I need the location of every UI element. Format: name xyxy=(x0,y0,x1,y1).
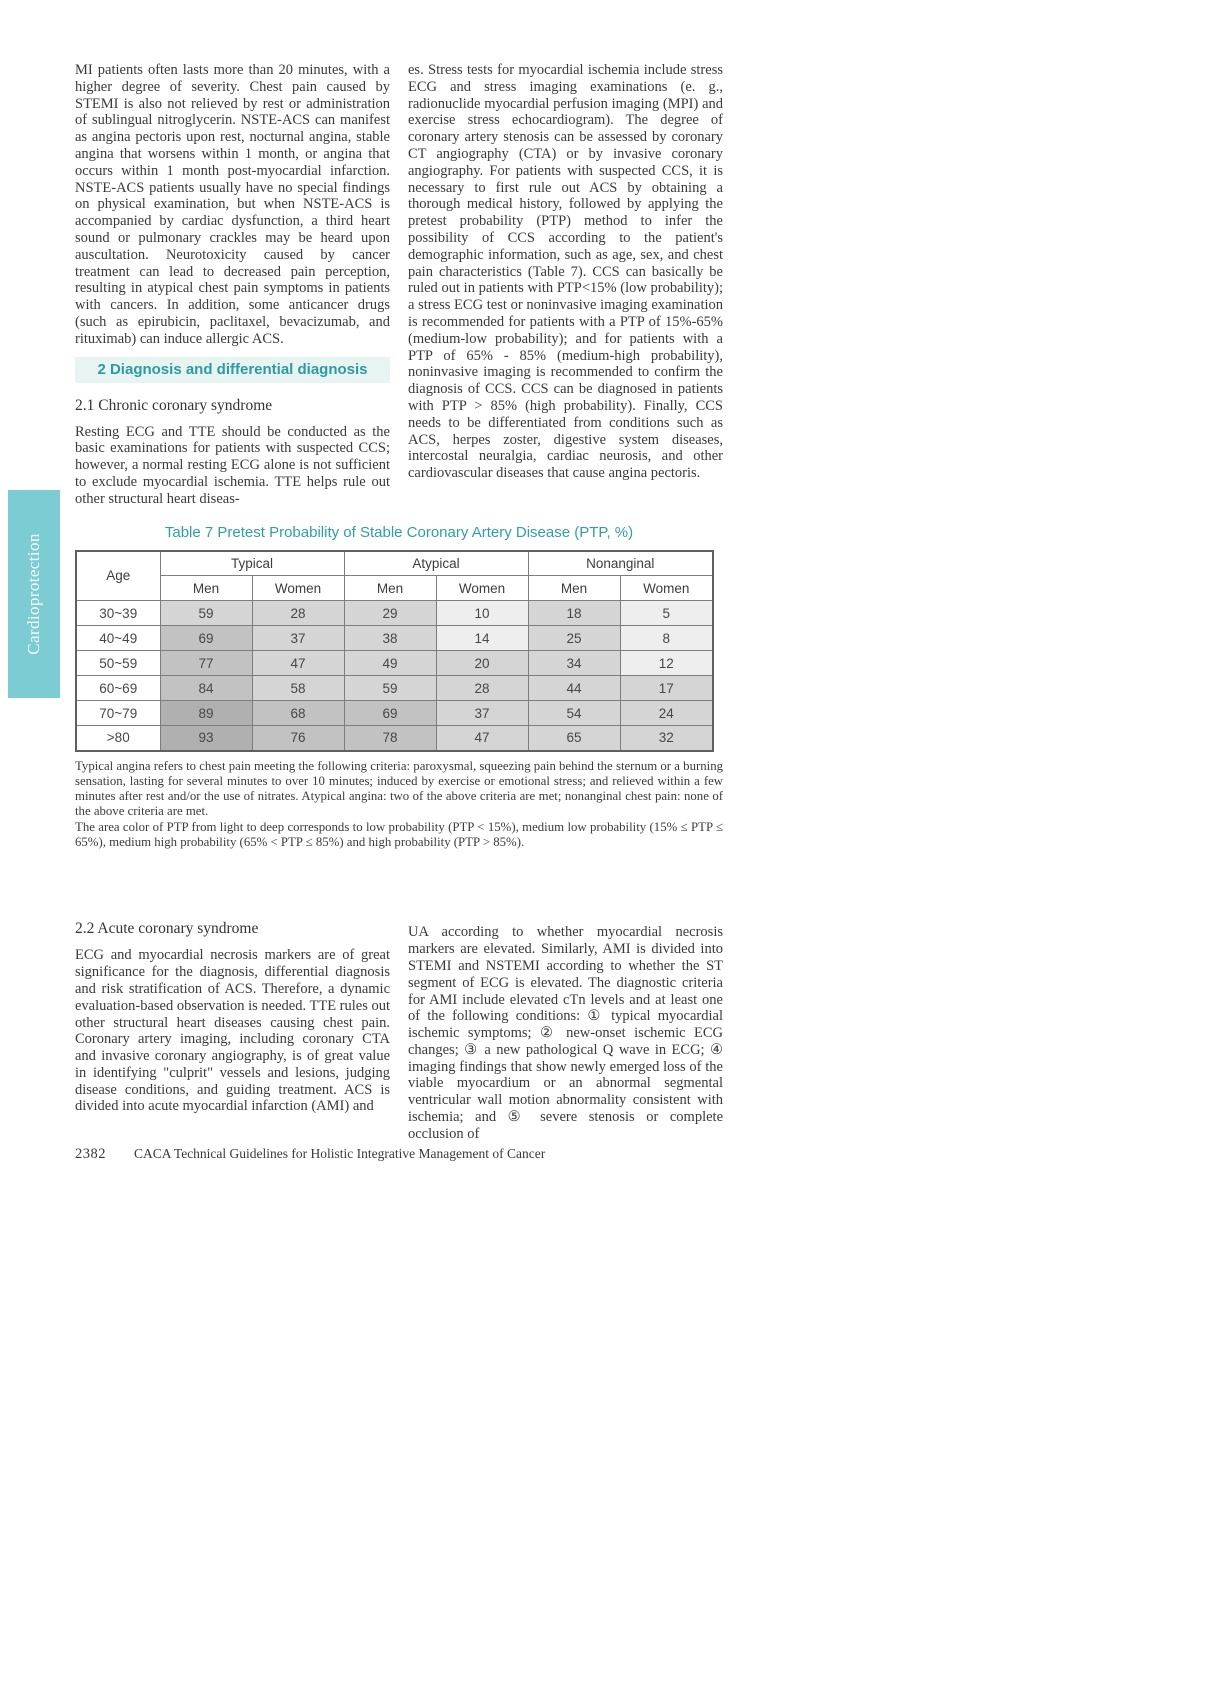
ptp-value-cell: 47 xyxy=(252,651,344,676)
chapter-tab xyxy=(8,490,60,698)
table-row xyxy=(76,676,713,701)
section-2-2-heading: 2.2 Acute coronary syndrome xyxy=(75,920,259,938)
ptp-value-cell: 28 xyxy=(436,676,528,701)
page-footer xyxy=(75,1146,545,1163)
subheader-cell: Women xyxy=(436,576,528,601)
table7-title: Table 7 Pretest Probability of Stable Coronary Artery Disease (PTP, %) xyxy=(164,523,634,541)
ptp-value-cell: 37 xyxy=(436,701,528,726)
ptp-value-cell: 14 xyxy=(436,626,528,651)
paragraph: ECG and myocardial necrosis markers are of great significance for the diagnosis, differential diagnosis and risk stratification of ACS. Therefore, a dynamic evaluation-based observation is needed. TTE rules out other structural heart diseases causing chest pain. Coronary artery imaging, including coronary CTA and invasive coronary angiography, is of great value in identifying "culprit" vessels and lesions, judging disease conditions, and guiding treatment. ACS is divided into acute myocardial infarction (AMI) and xyxy=(75,947,391,1115)
ptp-value-cell: 76 xyxy=(252,726,344,751)
subheader-cell: Men xyxy=(344,576,436,601)
ptp-value-cell: 24 xyxy=(620,701,713,726)
ptp-value-cell: 68 xyxy=(252,701,344,726)
page-number: 2382 xyxy=(75,1146,106,1162)
ptp-value-cell: 5 xyxy=(620,601,713,626)
ptp-value-cell: 69 xyxy=(344,701,436,726)
ptp-value-cell: 84 xyxy=(160,676,252,701)
ptp-value-cell: 78 xyxy=(344,726,436,751)
table-row xyxy=(76,601,713,626)
age-cell: 50~59 xyxy=(76,651,160,676)
ptp-value-cell: 77 xyxy=(160,651,252,676)
paragraph: MI patients often lasts more than 20 minutes, with a higher degree of severity. Chest pain caused by STEMI is also not relieved by rest or administration of sublingual nitroglycerin. NSTE-ACS can manifest as angina pectoris upon rest, nocturnal angina, stable angina that worsens within 1 month, or angina that occurs within 1 month post-myocardial infarction. NSTE-ACS patients usually have no special findings on physical examination, but when NSTE-ACS is accompanied by cardiac dysfunction, a third heart sound or pulmonary crackles may be heard upon auscultation. Neurotoxicity caused by cancer treatment can lead to decreased pain perception, resulting in atypical chest pain symptoms in patients with cancers. In addition, some anticancer drugs (such as epirubicin, paclitaxel, bevacizumab, and rituximab) can induce allergic ACS. xyxy=(75,62,390,347)
ptp-value-cell: 58 xyxy=(252,676,344,701)
group-header-nonanginal: Nonanginal xyxy=(528,551,713,576)
left-column xyxy=(75,920,390,1142)
table-row xyxy=(76,701,713,726)
ptp-value-cell: 18 xyxy=(528,601,620,626)
table-row xyxy=(76,726,713,751)
age-cell: >80 xyxy=(76,726,160,751)
ptp-value-cell: 25 xyxy=(528,626,620,651)
top-section xyxy=(75,62,723,508)
ptp-value-cell: 34 xyxy=(528,651,620,676)
table7-head xyxy=(76,551,713,601)
ptp-value-cell: 47 xyxy=(436,726,528,751)
table7-body xyxy=(76,601,713,751)
page-content xyxy=(75,62,723,1143)
subheader-cell: Women xyxy=(252,576,344,601)
group-header-atypical: Atypical xyxy=(344,551,528,576)
table-row xyxy=(76,651,713,676)
table7 xyxy=(75,550,714,752)
table7-subheader-row xyxy=(76,576,713,601)
table7-block xyxy=(75,524,723,851)
ptp-value-cell: 32 xyxy=(620,726,713,751)
table-row xyxy=(76,626,713,651)
ptp-value-cell: 59 xyxy=(344,676,436,701)
paragraph: UA according to whether myocardial necrosis markers are elevated. Similarly, AMI is divided into STEMI and NSTEMI according to whether the ST segment of ECG is elevated. The diagnostic criteria for AMI include elevated cTn levels and at least one of the following conditions: ① typical myocardial ischemic symptoms; ② new-onset ischemic ECG changes; ③ a new pathological Q wave in ECG; ④ imaging findings that show newly emerged loss of the viable myocardium or an abnormal segmental ventricular wall motion abnormality consistent with ischemia; and ⑤ severe stenosis or complete occlusion of xyxy=(408,924,723,1142)
section-2-1-heading: 2.1 Chronic coronary syndrome xyxy=(75,396,273,414)
subheader-cell: Men xyxy=(160,576,252,601)
ptp-value-cell: 54 xyxy=(528,701,620,726)
table7-group-header-row xyxy=(76,551,713,576)
ptp-value-cell: 10 xyxy=(436,601,528,626)
ptp-value-cell: 93 xyxy=(160,726,252,751)
ptp-value-cell: 89 xyxy=(160,701,252,726)
age-cell: 60~69 xyxy=(76,676,160,701)
subheader-cell: Men xyxy=(528,576,620,601)
left-column xyxy=(75,62,390,508)
ptp-value-cell: 28 xyxy=(252,601,344,626)
ptp-value-cell: 29 xyxy=(344,601,436,626)
subheader-cell: Women xyxy=(620,576,713,601)
ptp-value-cell: 65 xyxy=(528,726,620,751)
paragraph: Resting ECG and TTE should be conducted as the basic examinations for patients with suspected CCS; however, a normal resting ECG alone is not sufficient to exclude myocardial ischemia. TTE helps rule out other structural heart diseas- xyxy=(75,423,390,507)
right-column xyxy=(408,920,723,1142)
ptp-value-cell: 12 xyxy=(620,651,713,676)
table7-footnotes xyxy=(75,759,723,851)
ptp-value-cell: 8 xyxy=(620,626,713,651)
footnote-color-legend: The area color of PTP from light to deep corresponds to low probability (PTP < 15%), medium low probability (15% ≤ PTP ≤ 65%), medium high probability (65% < PTP ≤ 85%) and high probability (PTP > 85%). xyxy=(75,819,723,850)
age-header-cell: Age xyxy=(76,551,160,601)
paragraph: es. Stress tests for myocardial ischemia include stress ECG and stress imaging examinations (e. g., radionuclide myocardial perfusion imaging (MPI) and exercise stress echocardiogram). The degree of coronary artery stenosis can be assessed by coronary CT angiography (CTA) or by invasive coronary angiography. For patients with suspected CCS, it is necessary to first rule out ACS by obtaining a thorough medical history, followed by applying the pretest probability (PTP) method to infer the possibility of CCS according to the patient's demographic information, such as age, sex, and chest pain characteristics (Table 7). CCS can basically be ruled out in patients with PTP<15% (low probability); a stress ECG test or noninvasive imaging examination is recommended for patients with a PTP of 15%-65% (medium-low probability); and for patients with a PTP of 65% - 85% (medium-high probability), noninvasive imaging is recommended to confirm the diagnosis of CCS. CCS can be diagnosed in patients with PTP > 85% (high probability). Finally, CCS needs to be differentiated from conditions such as ACS, herpes zoster, digestive system diseases, intercostal neuralgia, cardiac neurosis, and other cardiovascular diseases that cause angina pectoris. xyxy=(408,62,723,482)
footnote-criteria: Typical angina refers to chest pain meeting the following criteria: paroxysmal, squeezing pain behind the sternum or a burning sensation, lasting for several minutes to over 10 minutes; induced by exercise or emotional stress; and relieved within a few minutes after rest and/or the use of nitrates. Atypical angina: two of the above criteria are met; nonanginal chest pain: none of the above criteria are met. xyxy=(75,758,723,819)
running-title: CACA Technical Guidelines for Holistic Integrative Management of Cancer xyxy=(134,1146,546,1161)
ptp-value-cell: 17 xyxy=(620,676,713,701)
bottom-section xyxy=(75,920,723,1142)
ptp-value-cell: 44 xyxy=(528,676,620,701)
group-header-typical: Typical xyxy=(160,551,344,576)
ptp-value-cell: 69 xyxy=(160,626,252,651)
age-cell: 40~49 xyxy=(76,626,160,651)
right-column xyxy=(408,62,723,508)
ptp-value-cell: 20 xyxy=(436,651,528,676)
ptp-value-cell: 49 xyxy=(344,651,436,676)
section-2-heading: 2 Diagnosis and differential diagnosis xyxy=(75,357,390,383)
age-cell: 70~79 xyxy=(76,701,160,726)
ptp-value-cell: 38 xyxy=(344,626,436,651)
age-cell: 30~39 xyxy=(76,601,160,626)
ptp-value-cell: 37 xyxy=(252,626,344,651)
ptp-value-cell: 59 xyxy=(160,601,252,626)
chapter-tab-label: Cardioprotection xyxy=(24,533,43,655)
